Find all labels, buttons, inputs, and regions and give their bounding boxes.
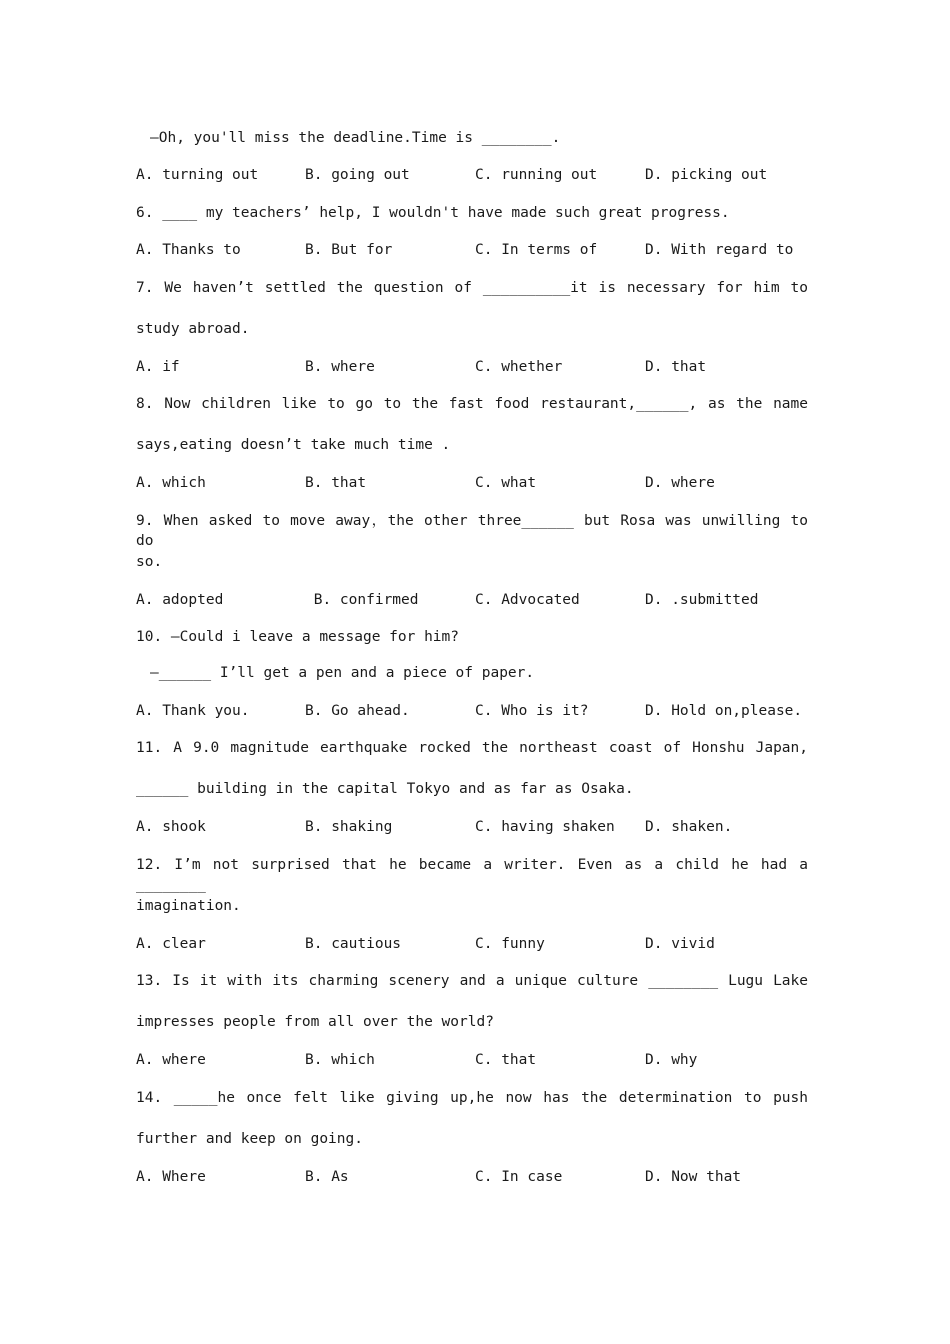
question-text: —Oh, you'll miss the deadline.Time is ________. <box>150 130 561 146</box>
option-a: A. adopted <box>136 592 224 608</box>
answer-options-row <box>136 590 808 610</box>
option-b: B. going out <box>305 167 410 183</box>
answer-options-row <box>136 165 808 185</box>
question-text: 7. We haven’t settled the question of __________it is necessary for him to <box>136 280 808 296</box>
option-d: D. .submitted <box>645 592 759 608</box>
answer-options-row <box>136 934 808 954</box>
option-d: D. picking out <box>645 167 768 183</box>
question-text: 12. I’m not surprised that he became a writer. Even as a child he had a ________ <box>136 857 808 893</box>
answer-options-row <box>136 473 808 493</box>
option-b: B. cautious <box>305 936 402 952</box>
question-text: —______ I’ll get a pen and a piece of paper. <box>150 665 535 681</box>
question-text: ______ building in the capital Tokyo and as far as Osaka. <box>136 781 634 797</box>
option-d: D. vivid <box>645 936 715 952</box>
option-a: A. clear <box>136 936 206 952</box>
option-b: B. confirmed <box>305 592 419 608</box>
question-text: 13. Is it with its charming scenery and a unique culture ________ Lugu Lake <box>136 973 808 989</box>
answer-options-row <box>136 701 808 721</box>
question-text: 8. Now children like to go to the fast food restaurant,______, as the name <box>136 396 808 412</box>
option-c: C. what <box>475 475 537 491</box>
option-c: C. whether <box>475 359 563 375</box>
option-d: D. where <box>645 475 715 491</box>
answer-options-row <box>136 1167 808 1187</box>
question-text: says,eating doesn’t take much time . <box>136 437 451 453</box>
option-b: B. As <box>305 1169 349 1185</box>
option-c: C. In terms of <box>475 242 598 258</box>
question-text: 9. When asked to move away，the other three______ but Rosa was unwilling to do <box>136 513 808 549</box>
option-d: D. Now that <box>645 1169 742 1185</box>
option-a: A. which <box>136 475 206 491</box>
option-d: D. why <box>645 1052 698 1068</box>
option-b: B. shaking <box>305 819 393 835</box>
option-c: C. Advocated <box>475 592 580 608</box>
question-text: study abroad. <box>136 321 250 337</box>
option-a: A. Where <box>136 1169 206 1185</box>
question-text: 11. A 9.0 magnitude earthquake rocked the northeast coast of Honshu Japan, <box>136 740 808 756</box>
option-b: B. But for <box>305 242 393 258</box>
option-a: A. shook <box>136 819 206 835</box>
option-c: C. running out <box>475 167 598 183</box>
option-c: C. that <box>475 1052 537 1068</box>
option-b: B. where <box>305 359 375 375</box>
question-text: 10. —Could i leave a message for him? <box>136 629 460 645</box>
option-c: C. Who is it? <box>475 703 589 719</box>
option-a: A. where <box>136 1052 206 1068</box>
answer-options-row <box>136 817 808 837</box>
question-text: impresses people from all over the world? <box>136 1014 494 1030</box>
option-b: B. Go ahead. <box>305 703 410 719</box>
option-d: D. shaken. <box>645 819 733 835</box>
question-text: 6. ____ my teachers’ help, I wouldn't have made such great progress. <box>136 205 730 221</box>
option-b: B. which <box>305 1052 375 1068</box>
answer-options-row <box>136 240 808 260</box>
option-a: A. if <box>136 359 180 375</box>
option-d: D. that <box>645 359 707 375</box>
question-text: so. <box>136 554 163 570</box>
question-text: imagination. <box>136 898 241 914</box>
question-text: 14. _____he once felt like giving up,he now has the determination to push <box>136 1090 808 1106</box>
option-a: A. Thank you. <box>136 703 250 719</box>
option-c: C. funny <box>475 936 545 952</box>
option-d: D. With regard to <box>645 242 794 258</box>
option-b: B. that <box>305 475 367 491</box>
answer-options-row <box>136 357 808 377</box>
option-c: C. having shaken <box>475 819 615 835</box>
answer-options-row <box>136 1050 808 1070</box>
option-a: A. turning out <box>136 167 259 183</box>
option-c: C. In case <box>475 1169 563 1185</box>
option-d: D. Hold on,please. <box>645 703 803 719</box>
option-a: A. Thanks to <box>136 242 241 258</box>
question-text: further and keep on going. <box>136 1131 363 1147</box>
